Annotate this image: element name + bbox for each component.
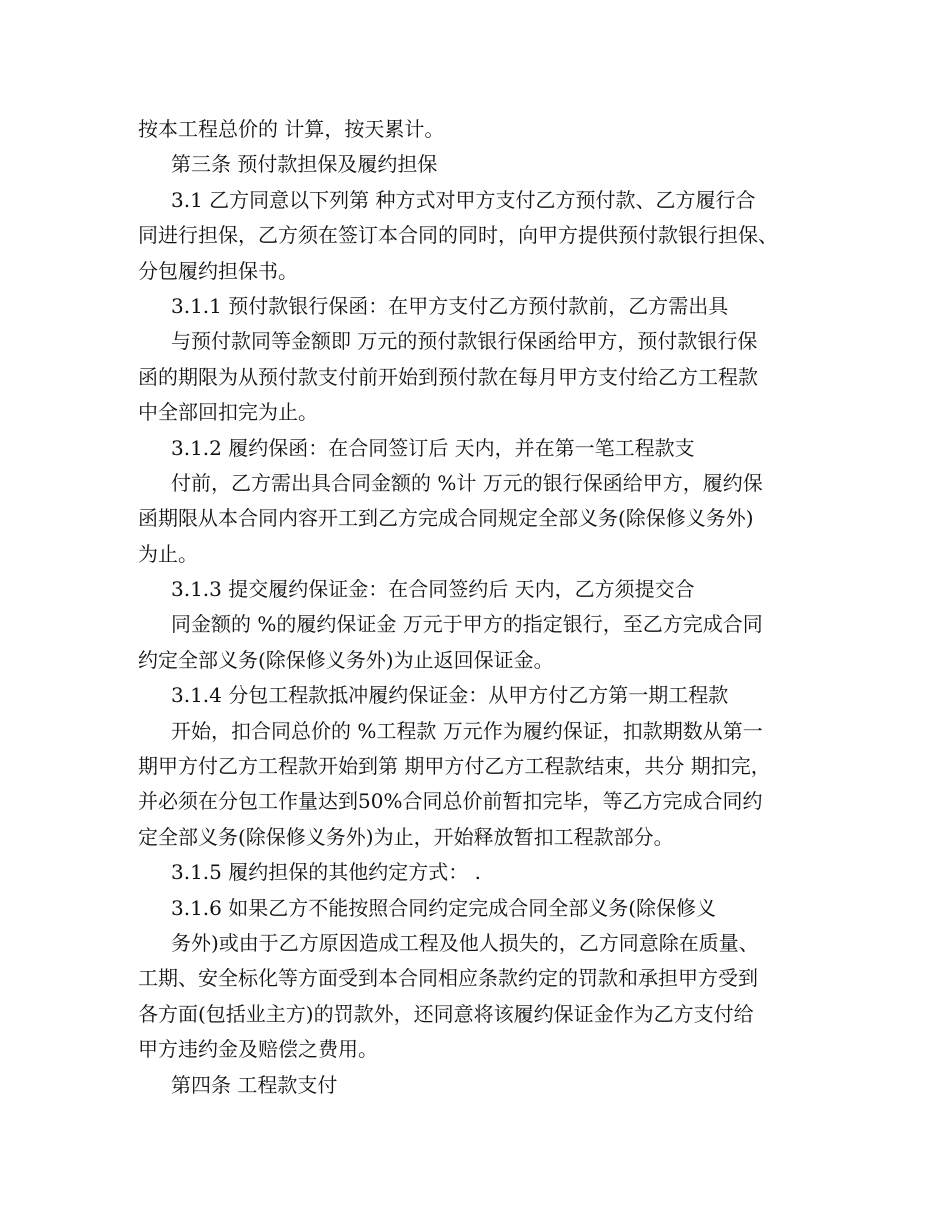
text-line: 3.1.3 提交履约保证金：在合同签约后 天内，乙方须提交合 <box>171 577 695 602</box>
text-line: 3.1.6 如果乙方不能按照合同约定完成合同全部义务(除保修义 <box>171 895 717 920</box>
text-line: 3.1.5 履约担保的其他约定方式： . <box>171 860 481 885</box>
text-line: 各方面(包括业主方)的罚款外，还同意将该履约保证金作为乙方支付给 <box>138 1001 754 1026</box>
text-line: 开始，扣合同总价的 %工程款 万元作为履约保证，扣款期数从第一 <box>171 718 763 743</box>
text-line: 3.1.2 履约保函：在合同签订后 天内，并在第一笔工程款支 <box>171 435 695 460</box>
text-line: 并必须在分包工作量达到50%合同总价前暂扣完毕，等乙方完成合同约 <box>138 789 763 814</box>
text-line: 付前，乙方需出具合同金额的 %计 万元的银行保函给甲方，履约保 <box>171 470 763 495</box>
text-line: 分包履约担保书。 <box>138 258 298 283</box>
document-body <box>138 112 828 1103</box>
text-line: 定全部义务(除保修义务外)为止，开始释放暂扣工程款部分。 <box>138 824 674 849</box>
text-line: 函的期限为从预付款支付前开始到预付款在每月甲方支付给乙方工程款 <box>138 364 758 389</box>
text-line: 甲方违约金及赔偿之费用。 <box>138 1037 378 1062</box>
text-line: 约定全部义务(除保修义务外)为止返回保证金。 <box>138 647 554 672</box>
text-line: 3.1.4 分包工程款抵冲履约保证金：从甲方付乙方第一期工程款 <box>171 683 729 708</box>
text-line: 与预付款同等金额即 万元的预付款银行保函给甲方，预付款银行保 <box>171 329 758 354</box>
text-line: 3.1 乙方同意以下列第 种方式对甲方支付乙方预付款、乙方履行合 <box>171 187 756 212</box>
text-line: 为止。 <box>138 541 198 566</box>
text-line: 同金额的 %的履约保证金 万元于甲方的指定银行，至乙方完成合同 <box>171 612 763 637</box>
text-line: 期甲方付乙方工程款开始到第 期甲方付乙方工程款结束，共分 期扣完， <box>138 754 771 779</box>
text-line: 3.1.1 预付款银行保函：在甲方支付乙方预付款前，乙方需出具 <box>171 293 729 318</box>
text-line: 第四条 工程款支付 <box>171 1072 338 1097</box>
text-line: 按本工程总价的 计算，按天累计。 <box>138 117 445 141</box>
text-line: 同进行担保，乙方须在签订本合同的同时，向甲方提供预付款银行担保、 <box>138 223 778 248</box>
text-line: 函期限从本合同内容开工到乙方完成合同规定全部义务(除保修义务外) <box>138 506 754 531</box>
text-line: 务外)或由于乙方原因造成工程及他人损失的，乙方同意除在质量、 <box>171 930 759 955</box>
text-line: 工期、安全标化等方面受到本合同相应条款约定的罚款和承担甲方受到 <box>138 966 758 991</box>
text-line: 中全部回扣完为止。 <box>138 400 318 425</box>
text-line: 第三条 预付款担保及履约担保 <box>171 152 438 177</box>
